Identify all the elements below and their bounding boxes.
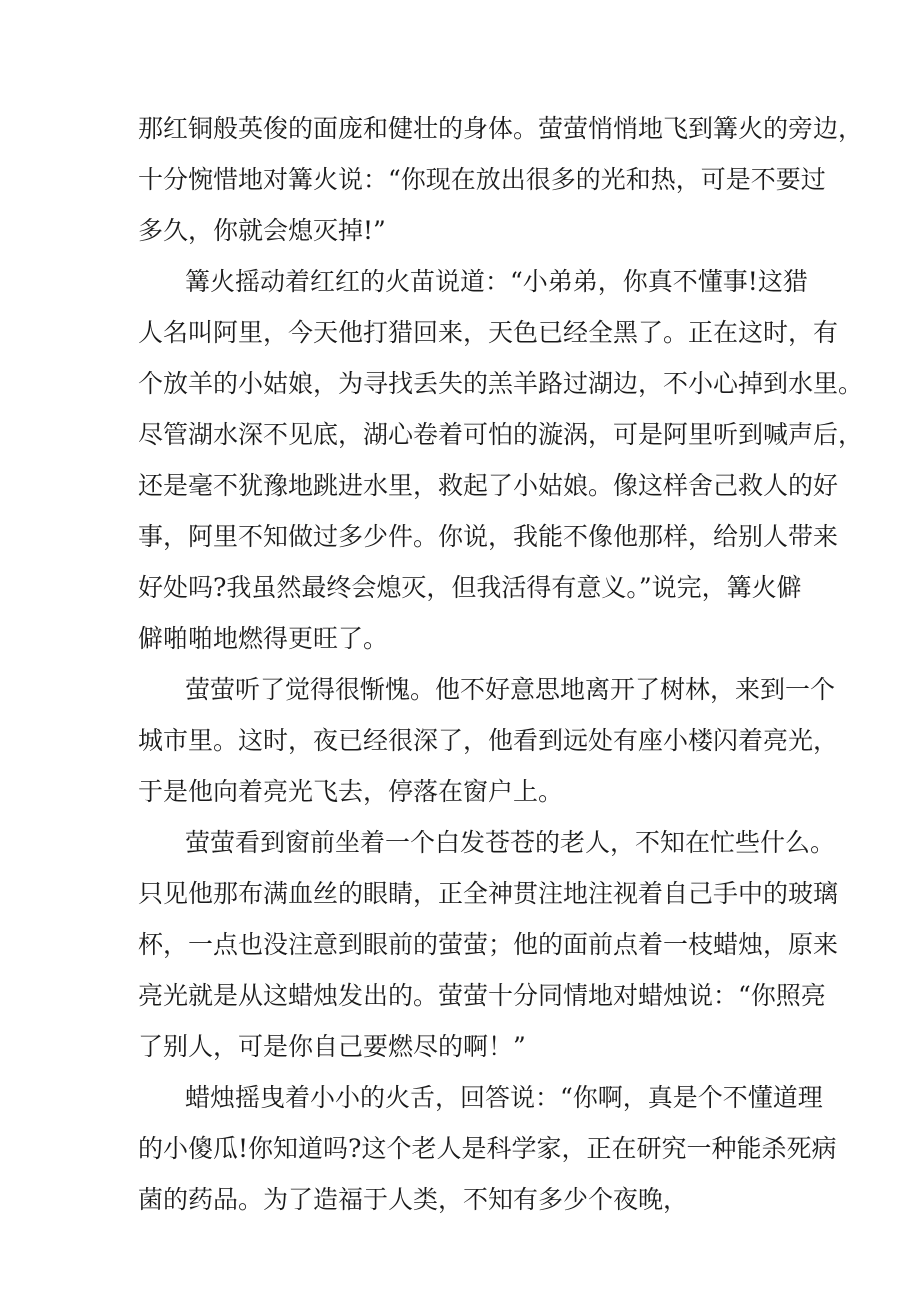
text-line: 多久，你就会熄灭掉!” [138, 216, 386, 245]
text-line: 了别人，可是你自己要燃尽的啊！” [138, 1032, 526, 1061]
paragraph-first-line: 蜡烛摇曳着小小的火舌，回答说：“你啊，真是个不懂道理 [185, 1083, 823, 1112]
text-line: 好处吗?我虽然最终会熄灭，但我活得有意义。”说完，篝火僻 [138, 573, 802, 602]
text-line: 亮光就是从这蜡烛发出的。萤萤十分同情地对蜡烛说：“你照亮 [138, 981, 826, 1010]
text-line: 城市里。这时，夜已经很深了，他看到远处有座小楼闪着亮光， [138, 726, 839, 755]
paragraph-first-line: 萤萤听了觉得很惭愧。他不好意思地离开了树林，来到一个 [185, 675, 836, 704]
text-line: 于是他向着亮光飞去，停落在窗户上。 [138, 777, 564, 806]
text-line: 杯，一点也没注意到眼前的萤萤；他的面前点着一枝蜡烛，原来 [138, 930, 839, 959]
text-line: 还是毫不犹豫地跳进水里，救起了小姑娘。像这样舍己救人的好 [138, 471, 839, 500]
text-line: 尽管湖水深不见底，湖心卷着可怕的漩涡，可是阿里听到喊声后， [138, 420, 864, 449]
text-line: 那红铜般英俊的面庞和健壮的身体。萤萤悄悄地飞到篝火的旁边， [138, 114, 864, 143]
text-line: 个放羊的小姑娘，为寻找丢失的羔羊路过湖边，不小心掉到水里。 [138, 369, 864, 398]
text-line: 只见他那布满血丝的眼睛，正全神贯注地注视着自己手中的玻璃 [138, 879, 839, 908]
paragraph-first-line: 萤萤看到窗前坐着一个白发苍苍的老人，不知在忙些什么。 [185, 828, 836, 857]
text-line: 人名叫阿里，今天他打猎回来，天色已经全黑了。正在这时，有 [138, 318, 839, 347]
text-line: 事，阿里不知做过多少件。你说，我能不像他那样，给别人带来 [138, 522, 839, 551]
text-line: 十分惋惜地对篝火说：“你现在放出很多的光和热，可是不要过 [138, 165, 826, 194]
text-line: 菌的药品。为了造福于人类，不知有多少个夜晚， [138, 1185, 689, 1214]
text-line: 僻啪啪地燃得更旺了。 [138, 624, 389, 653]
paragraph-first-line: 篝火摇动着红红的火苗说道：“小弟弟，你真不懂事!这猎 [185, 267, 808, 296]
text-line: 的小傻瓜!你知道吗?这个老人是科学家，正在研究一种能杀死病 [138, 1134, 837, 1163]
